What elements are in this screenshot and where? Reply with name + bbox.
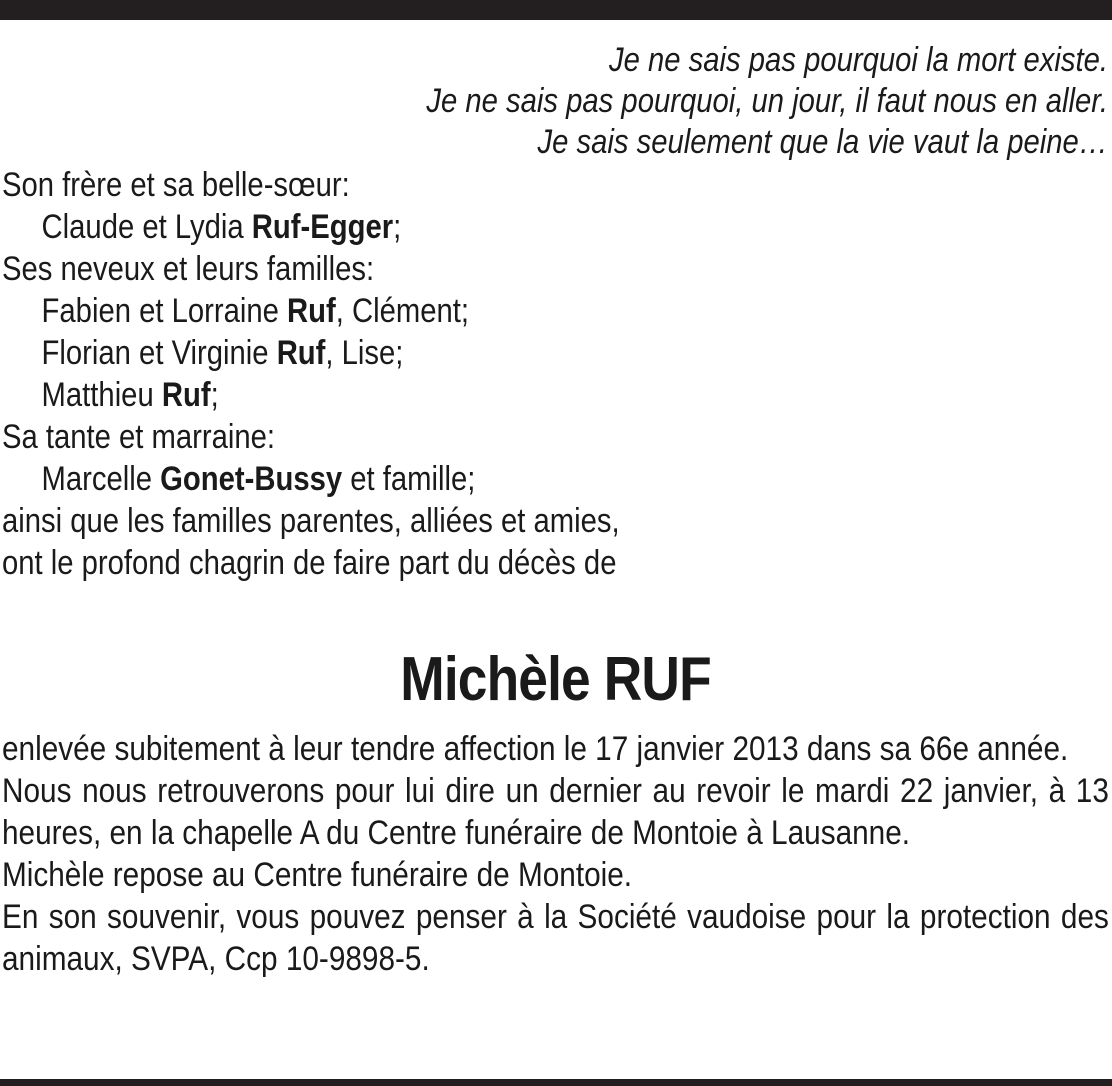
notice-body bbox=[2, 728, 1109, 980]
quote-line: Je ne sais pas pourquoi, un jour, il faut nous en aller. bbox=[426, 82, 1108, 120]
family-list bbox=[2, 164, 620, 584]
family-surname: Ruf bbox=[161, 376, 211, 414]
notice-paragraph: En son souvenir, vous pouvez penser à la Société vaudoise pour la protection des animaux, SVPA, Ccp 10-9898-5. bbox=[2, 898, 1109, 978]
quote-line: Je sais seulement que la vie vaut la peine… bbox=[537, 123, 1108, 161]
family-entry: Marcelle Gonet-Bussy et famille; bbox=[41, 460, 476, 498]
family-surname: Ruf-Egger bbox=[251, 208, 394, 246]
family-line-announcement: ont le profond chagrin de faire part du décès de bbox=[2, 544, 617, 582]
notice-paragraph: Michèle repose au Centre funéraire de Montoie. bbox=[2, 856, 633, 894]
family-heading-brother: Son frère et sa belle-sœur: bbox=[2, 166, 350, 204]
notice-paragraph: enlevée subitement à leur tendre affection le 17 janvier 2013 dans sa 66e année. bbox=[2, 730, 1069, 768]
top-border-rule bbox=[0, 0, 1112, 20]
bottom-border-rule bbox=[0, 1079, 1112, 1086]
family-entry: Claude et Lydia Ruf-Egger; bbox=[41, 208, 402, 246]
family-line-relatives: ainsi que les familles parentes, alliées et amies, bbox=[2, 502, 620, 540]
family-surname: Ruf bbox=[287, 292, 336, 330]
family-heading-nephews: Ses neveux et leurs familles: bbox=[2, 250, 375, 288]
quote-line: Je ne sais pas pourquoi la mort existe. bbox=[609, 41, 1108, 79]
family-entry: Florian et Virginie Ruf, Lise; bbox=[41, 334, 404, 372]
family-entry: Matthieu Ruf; bbox=[41, 376, 219, 414]
deceased-name: Michèle RUF bbox=[400, 645, 712, 714]
family-entry: Fabien et Lorraine Ruf, Clément; bbox=[41, 292, 469, 330]
family-surname: Ruf bbox=[276, 334, 326, 372]
notice-paragraph: Nous nous retrouverons pour lui dire un dernier au revoir le mardi 22 janvier, à 13 heures, en la chapelle A du Centre funéraire de Montoie à Lausanne. bbox=[2, 772, 1109, 852]
family-heading-aunt: Sa tante et marraine: bbox=[2, 418, 276, 456]
epigraph-quote bbox=[162, 40, 1108, 163]
family-surname: Gonet-Bussy bbox=[160, 460, 343, 498]
